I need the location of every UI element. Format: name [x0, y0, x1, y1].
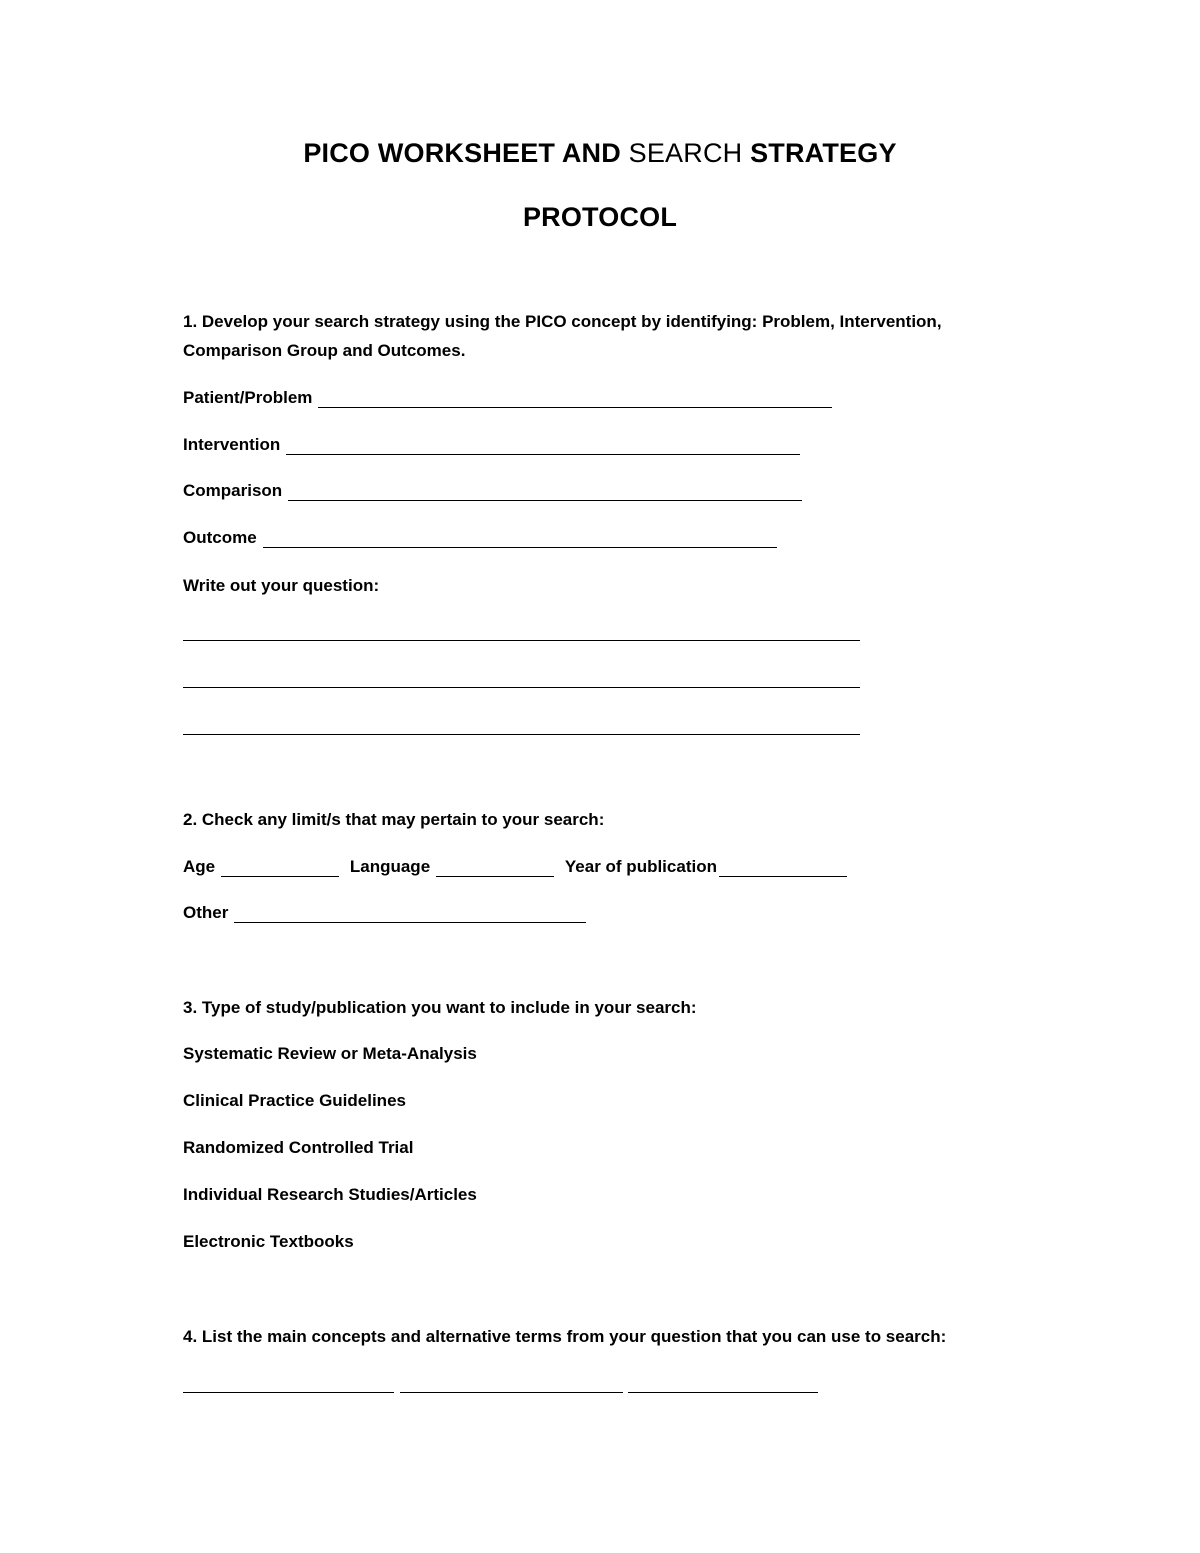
study-option-4[interactable]: Individual Research Studies/Articles — [183, 1185, 477, 1204]
patient-problem-label: Patient/Problem — [183, 388, 313, 407]
title-part-1: PICO WORKSHEET AND — [303, 138, 621, 168]
intervention-label: Intervention — [183, 435, 281, 454]
question-line-2[interactable] — [183, 687, 860, 688]
intervention-blank[interactable] — [286, 440, 800, 455]
comparison-label: Comparison — [183, 481, 283, 500]
patient-problem-blank[interactable] — [318, 393, 832, 408]
study-option-3[interactable]: Randomized Controlled Trial — [183, 1138, 414, 1157]
study-option-2[interactable]: Clinical Practice Guidelines — [183, 1091, 406, 1110]
section1-instruction-line2: Comparison Group and Outcomes. — [183, 341, 466, 360]
concept-line-2[interactable] — [400, 1392, 623, 1393]
page-subtitle: PROTOCOL — [522, 202, 678, 232]
question-line-3[interactable] — [183, 734, 860, 735]
comparison-field — [183, 481, 802, 501]
age-blank[interactable] — [221, 862, 339, 877]
other-field — [183, 903, 586, 923]
year-label: Year of publication — [564, 857, 717, 876]
title-part-2: SEARCH — [628, 138, 743, 168]
other-blank[interactable] — [234, 908, 586, 923]
section2-instruction: 2. Check any limit/s that may pertain to your search: — [183, 810, 605, 829]
title-part-3: STRATEGY — [750, 138, 897, 168]
study-option-5[interactable]: Electronic Textbooks — [183, 1232, 354, 1251]
outcome-field — [183, 528, 777, 548]
question-prompt: Write out your question: — [183, 576, 380, 595]
section4-instruction: 4. List the main concepts and alternative terms from your question that you can use to search: — [183, 1327, 947, 1346]
language-label: Language — [349, 857, 431, 876]
study-option-1[interactable]: Systematic Review or Meta-Analysis — [183, 1044, 477, 1063]
patient-problem-field — [183, 388, 832, 408]
concept-line-1[interactable] — [183, 1392, 394, 1393]
outcome-label: Outcome — [183, 528, 257, 547]
intervention-field — [183, 435, 800, 455]
concept-line-3[interactable] — [628, 1392, 818, 1393]
comparison-blank[interactable] — [288, 486, 802, 501]
section3-instruction: 3. Type of study/publication you want to include in your search: — [183, 998, 697, 1017]
section1-instruction-line1: 1. Develop your search strategy using the PICO concept by identifying: Problem, Intervention, — [183, 312, 942, 331]
language-blank[interactable] — [436, 862, 554, 877]
page-title — [0, 138, 1200, 169]
limits-row — [183, 857, 847, 877]
age-label: Age — [183, 857, 216, 876]
year-blank[interactable] — [719, 862, 847, 877]
question-line-1[interactable] — [183, 640, 860, 641]
outcome-blank[interactable] — [263, 533, 777, 548]
other-label: Other — [183, 903, 229, 922]
